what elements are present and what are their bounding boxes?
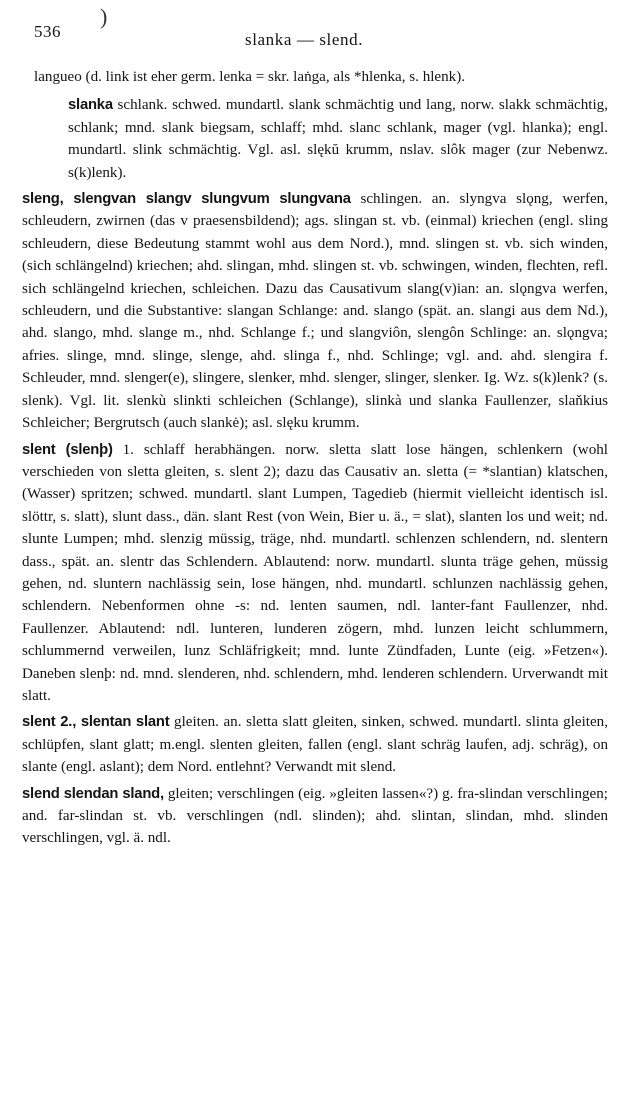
entry-slent-1 (22, 439, 608, 708)
entry-slent-2 (22, 711, 608, 778)
entry-lemma: slanka (68, 97, 113, 114)
running-title: slanka — slend. (245, 30, 364, 49)
page-header (0, 4, 625, 50)
entry-lemma: slent (slenþ) (22, 441, 113, 458)
entry-slend (22, 783, 608, 850)
entry-lemma: sleng, slengvan slangv slungvum slungvana (22, 191, 351, 208)
continuation-paragraph (22, 66, 608, 88)
entry-text: gleiten; verschlingen (eig. »gleiten lassen«?) g. fra-slindan verschlingen; and. far-slindan st. vb. verschlingen (ndl. slinden); ahd. slintan, slindan, mhd. slinden verschlingen, vgl. ä. ndl. (22, 785, 609, 847)
entry-text: gleiten. an. sletta slatt gleiten, sinken, schwed. mundartl. slinta gleiten, schlüpfen, slant glatt; m.engl. slenten gleiten, fallen (engl. slant schräg laufen, adj. schräg), on slante (engl. aslant); dem Nord. entlehnt? Verwandt mit slend. (22, 714, 608, 776)
entry-lemma: slend slendan sland, (22, 785, 164, 802)
entry-text: 1. schlaff herabhängen. norw. sletta slatt lose hängen, schlenkern (wohl verschieden von sletta gleiten, s. slent 2); dazu das Causativ an. sletta (= *slantian) klatschen, (Wasser) spritzen; schwed. mundartl. slant Lumpen, Tagedieb (hiermit vielleicht identisch isl. slöttr, s. slatt), slunt dass., dän. slant Rest (von Wein, Bier u. ä., = slat), slanten los und weit; nd. slunte Lumpen; mhd. slenzig müssig, träge, nhd. mundartl. schlenzen schlendern, nd. slentern dass., spät. an. slentr das Schlendern. Ablautend: norw. mundartl. slunta träge gehen, müssig gehen, nd. sluntern nachlässig sein, lose hängen, nhd. mundartl. schlunzen nachlässig gehen, schlendern. Nebenformen ohne -s: nd. lenten saumen, ndl. lanter-fant Faullenzer, nhd. Faullenzer. Ablautend: ndl. lunteren, lunderen zögern, mhd. lunzen leicht schlummern, schlummernd verweilen, lunz Schläfrigkeit; mnd. lunte Zündfaden, Lunte (eig. »Fetzen«). Daneben slenþ: nd. mnd. slenderen, nhd. schlendern, mhd. lenderen schlendern. Urverwandt mit slatt. (22, 441, 608, 704)
entry-text: schlingen. an. slyngva slǫng, werfen, schleudern, zwirnen (das v praesensbildend); ags. slingan st. vb. (einmal) kriechen (engl. sling schleudern, diese Bedeutung stammt wohl aus dem Nord.), mnd. slingen st. vb. sich winden, (sich schlängelnd) kriechen; ahd. slingan, mhd. slingen st. vb. schwingen, winden, flechten, refl. sich schlängelnd kriechen, schleichen. Dazu das Causativum slang(v)ian: an. slǫngva werfen, schleudern, und die Substantive: slangan Schlange: and. slango (spät. an. slangi aus dem Nd.), ahd. slango, mhd. slange m., nhd. Schlange f.; und slangviôn, slengôn Schlinge: an. slǫngva; afries. slinge, mnd. slinge, slenge, ahd. slinga f., nhd. Schlinge; vgl. and. ahd. slengira f. Schleuder, mnd. slenger(e), slingere, slenker, mhd. slenger, slinger, slenker. Ig. Wz. s(k)lenk? (s. slenk). Vgl. lit. slenkù slinkti schleichen (Schlange), slinkà und slanka Faullenzer, slaňkius Schleicher; Bergrutsch (auch slankė); asl. slęku krumm. (22, 191, 608, 432)
entry-sleng (22, 188, 608, 434)
dictionary-body (22, 66, 608, 854)
entry-text: schlank. schwed. mundartl. slank schmächtig und lang, norw. slakk schmächtig, schlank; mnd. slank biegsam, schlaff; mhd. slanc schlank, mager (vgl. hlanka); engl. mundartl. slink schmächtig. Vgl. asl. slękŭ krumm, nslav. slôk mager (zur Nebenwz. s(k)lenk). (68, 97, 608, 181)
page-number: 536 (34, 22, 61, 41)
entry-slanka (22, 94, 608, 184)
entry-lemma: slent 2., slentan slant (22, 714, 170, 731)
scan-mark: ) (100, 4, 108, 29)
entry-text: langueo (d. link ist eher germ. lenka = skr. laṅga, als *hlenka, s. hlenk). (34, 69, 466, 85)
